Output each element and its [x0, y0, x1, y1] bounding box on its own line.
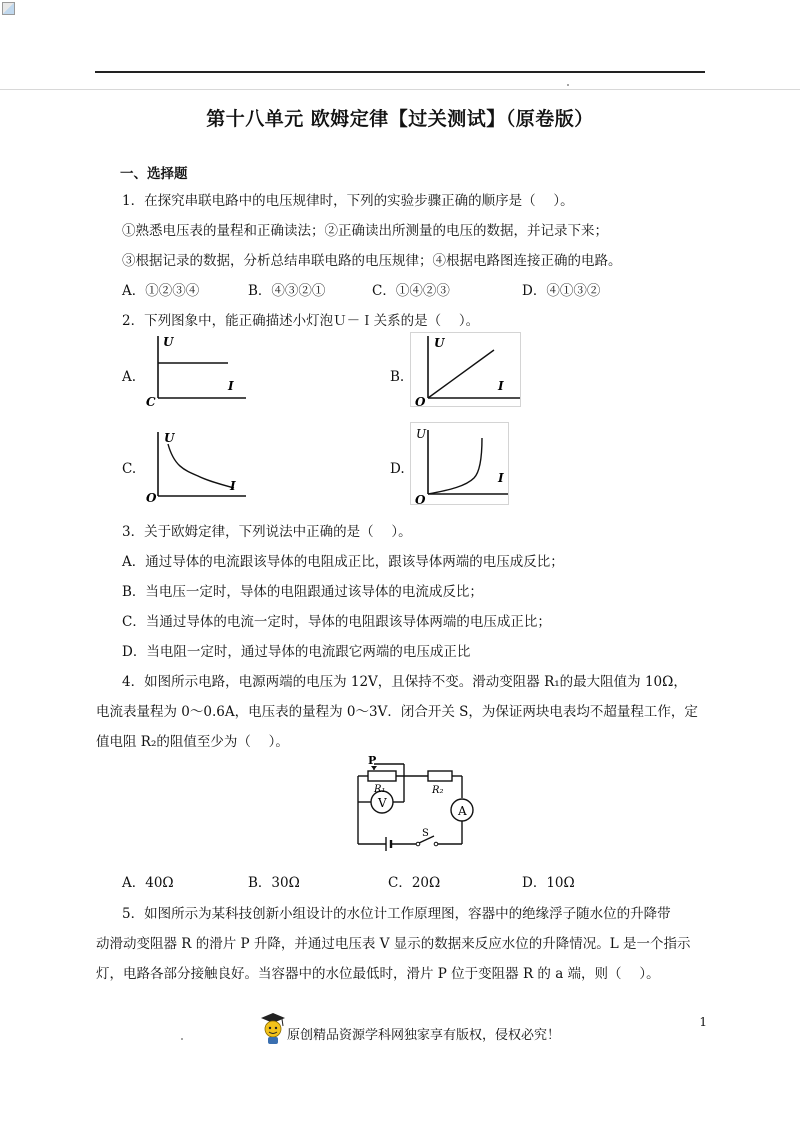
q4-option-d: D．10Ω — [522, 875, 575, 891]
q1-line1: ①熟悉电压表的量程和正确读法；②正确读出所测量的电压的数据，并记录下来； — [122, 223, 608, 239]
section-heading: 一、选择题 — [120, 166, 188, 182]
q3-stem: 3．关于欧姆定律，下列说法中正确的是（ ）。 — [122, 524, 412, 540]
r1-resistor — [368, 771, 396, 781]
q4-option-c: C．20Ω — [388, 875, 441, 891]
q4-option-a: A．40Ω — [122, 875, 174, 891]
ammeter-label: A — [458, 804, 467, 818]
q1-option-c: C．①④②③ — [372, 283, 450, 299]
mascot-icon — [260, 1012, 286, 1046]
q4-option-b: B．30Ω — [248, 875, 300, 891]
q5-line1: 5．如图所示为某科技创新小组设计的水位计工作原理图，容器中的绝缘浮子随水位的升降带 — [122, 906, 671, 922]
circuit-diagram — [350, 756, 480, 856]
q1-option-d: D．④①③② — [522, 283, 601, 299]
q3-option-b: B．当电压一定时，导体的电阻跟通过该导体的电流成反比； — [122, 584, 483, 600]
graph-d-y-label: U — [416, 427, 427, 441]
broken-image-icon — [2, 2, 15, 15]
q3-option-a: A．通过导体的电流跟该导体的电阻成正比，跟该导体两端的电压成反比； — [122, 554, 564, 570]
graph-b-origin: O — [415, 395, 426, 408]
q3-option-d: D．当电阻一定时，通过导体的电流跟它两端的电压成正比 — [122, 644, 471, 660]
graph-b — [410, 332, 522, 408]
graph-a — [142, 332, 248, 408]
q1-line2: ③根据记录的数据，分析总结串联电路的电压规律；④根据电路图连接正确的电路。 — [122, 253, 622, 269]
page-title: 第十八单元 欧姆定律【过关测试】（原卷版） — [206, 108, 594, 130]
graph-a-x-label: I — [228, 379, 234, 393]
header-rule — [95, 71, 705, 73]
graph-d-x-label: I — [498, 471, 504, 485]
graph-b-x-label: I — [498, 379, 504, 393]
q2-option-b-label: B. — [390, 369, 405, 385]
speck — [567, 84, 569, 86]
switch-label: S — [422, 828, 429, 839]
graph-b-y-label: U — [434, 336, 445, 350]
graph-c-origin: O — [146, 491, 157, 502]
r2-label: R₂ — [432, 785, 444, 796]
q4-line1: 4．如图所示电路，电源两端的电压为 12V，且保持不变。滑动变阻器 R₁的最大阻值为 10Ω， — [122, 674, 687, 690]
q4-line3: 值电阻 R₂的阻值至少为（ ）。 — [96, 734, 289, 750]
graph-d-origin: O — [415, 493, 426, 506]
q2-stem: 2．下列图象中，能正确描述小灯泡Ｕ－Ｉ关系的是（ ）。 — [122, 313, 480, 329]
q5-line3: 灯，电路各部分接触良好。当容器中的水位最低时，滑片 P 位于变阻器 R 的 a 端，则（ ）。 — [96, 966, 660, 982]
graph-c — [142, 426, 248, 502]
graph-c-y-label: U — [164, 431, 175, 445]
graph-d — [410, 422, 510, 506]
q2-option-c-label: C. — [122, 461, 137, 477]
q2-option-d-label: D. — [390, 461, 405, 477]
q5-line2: 动滑动变阻器 R 的滑片 P 升降，并通过电压表 V 显示的数据来反应水位的升降情况。L 是一个指示 — [96, 936, 691, 952]
page-number: 1 — [699, 1015, 707, 1029]
speck — [181, 1038, 183, 1040]
r2-resistor — [428, 771, 452, 781]
slider-label: P — [368, 756, 377, 767]
q4-line2: 电流表量程为 0～0.6A，电压表的量程为 0～3V．闭合开关 S，为保证两块电表均不超量程工作，定 — [96, 704, 698, 720]
r1-label: R₁ — [374, 784, 386, 795]
voltmeter-label: V — [378, 796, 387, 810]
q1-option-b: B．④③②① — [248, 283, 326, 299]
graph-a-origin: C — [146, 395, 156, 408]
header-frame — [0, 0, 800, 90]
graph-c-x-label: I — [230, 479, 236, 493]
q1-option-a: A．①②③④ — [122, 283, 200, 299]
q1-stem: 1．在探究串联电路中的电压规律时，下列的实验步骤正确的顺序是（ ）。 — [122, 193, 574, 209]
graph-a-y-label: U — [163, 335, 174, 349]
q2-option-a-label: A. — [122, 369, 137, 385]
copyright-footer: 原创精品资源学科网独家享有版权，侵权必究！ — [287, 1028, 561, 1043]
q3-option-c: C．当通过导体的电流一定时，导体的电阻跟该导体两端的电压成正比； — [122, 614, 551, 630]
